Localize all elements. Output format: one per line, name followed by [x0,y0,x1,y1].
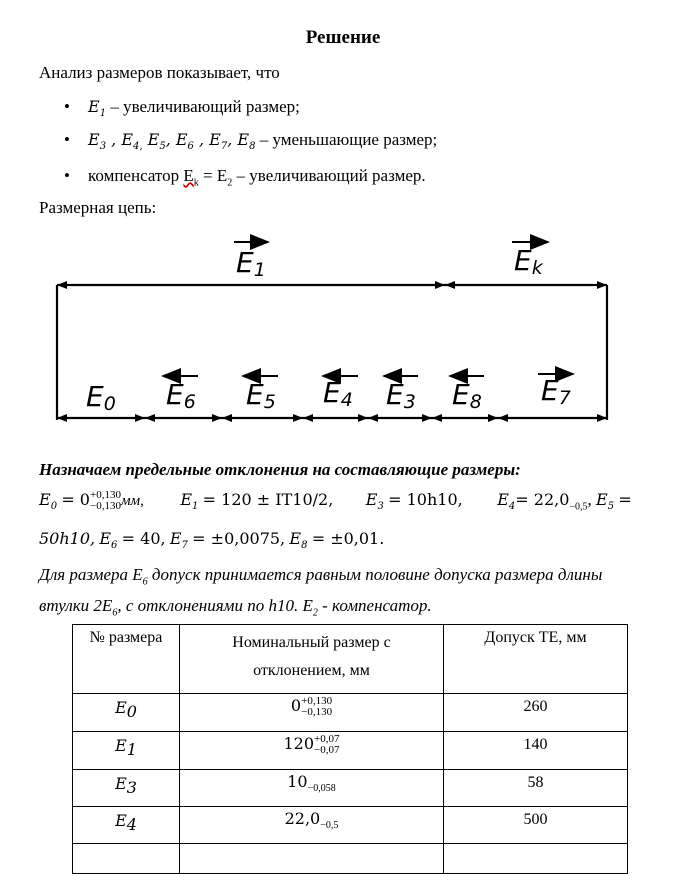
tolerance-table [72,624,628,874]
label-Ek: Ek [514,244,543,279]
table-row-partial [73,844,628,874]
label-E4: E4 [323,376,353,411]
note-line-1 [39,565,602,587]
label-E3: E3 [386,378,416,413]
note-2-sub2: 2 [312,607,318,619]
bullet-dot: • [64,166,70,185]
header-number: № размера [73,625,180,694]
bullet-3-prefix: компенсатор [88,166,184,185]
e0-deviation [90,490,121,512]
note-1b: допуск принимается равным половине допуска размера длины [147,565,603,584]
chain-label: Размерная цепь: [39,198,157,217]
bullet-2 [64,130,438,153]
label-E7: E7 [541,374,571,409]
label-E0: E0 [86,380,116,415]
label-E1: E1 [236,246,266,281]
table-row: $E_3$ $10_{-0,058}$ 58 [73,770,628,807]
label-E5: E5 [246,378,276,413]
e3-value: = 10h10, [388,490,463,509]
header-tolerance: Допуск TE, мм [444,625,628,694]
equation-line-2: 50h10, $E_6 = 40$, $E_7 = \pm 0,0075$, $E_8 = \pm 0,01$. [39,529,385,552]
equation-line-1: $E_0 = 0$ +0,130 −0,130 мм, $E_1 = 120 \pm IT10/2$, $E_3 = 10h10$, $E_4= 22,0_{-0,5}$, $E_5$ = [39,489,632,513]
e1-symbol: $E_1$ [88,97,107,120]
bullet-3-sub: 2 [227,177,233,189]
e6-value: = 40, [121,529,166,548]
note-1-sub: 6 [142,576,148,588]
table-row: $E_4$ $22,0_{-0,5}$ 500 [73,807,628,844]
bullet-2-text: – уменьшающие размер; [255,130,438,149]
bullet-3-mid: = E [198,166,228,185]
table-header-row [73,625,628,694]
e0-lower: −0,130 [89,500,121,513]
note-2c: - компенсатор. [317,596,432,615]
section-heading: Назначаем предельные отклонения на составляющие размеры: [39,460,521,479]
e8-value: = ±0,01. [311,529,385,548]
bullet-1 [64,97,300,120]
note-2b: , с отклонениями по h10. E [117,596,313,615]
decreasing-symbols: $E_3$ , $E_{4,}$ $E_5$, $E_6$ , $E_7$, $E_8$ [88,130,256,153]
note-line-2 [39,596,432,618]
bullet-dot: • [64,97,70,116]
page-title: Решение [305,27,381,48]
bullet-3-suffix: – увеличивающий размер. [232,166,426,185]
header-nominal: Номинальный размер с отклонением, мм [180,625,444,694]
bullet-dot: • [64,130,70,149]
e0-upper: +0,130 [89,489,121,502]
e4-sub: −0,5 [569,501,588,513]
ek-symbol: $E_k$ [183,166,199,189]
e1-value: = 120 ± IT10/2, [202,490,334,509]
e7-value: = ±0,0075, [192,529,286,548]
intro-text: Анализ размеров показывает, что [39,63,280,82]
bullet-3 [64,166,426,189]
note-2-sub: 6 [112,607,118,619]
table-row: $E_1$ 120 +0,07 −0,07 140 [73,732,628,770]
label-E6: E6 [166,378,196,413]
label-E8: E8 [452,378,482,413]
note-1a: Для размера E [39,565,143,584]
e4-value: = 22,0 [515,490,570,509]
e5-value: 50h10, [39,529,96,548]
dimension-chain-diagram [0,230,686,430]
table-row: $E_0$ 0 +0,130 −0,130 260 [73,694,628,732]
e0-unit: мм, [120,493,144,509]
bullet-1-text: – увеличивающий размер; [106,97,300,116]
note-2a: втулки 2E [39,596,113,615]
